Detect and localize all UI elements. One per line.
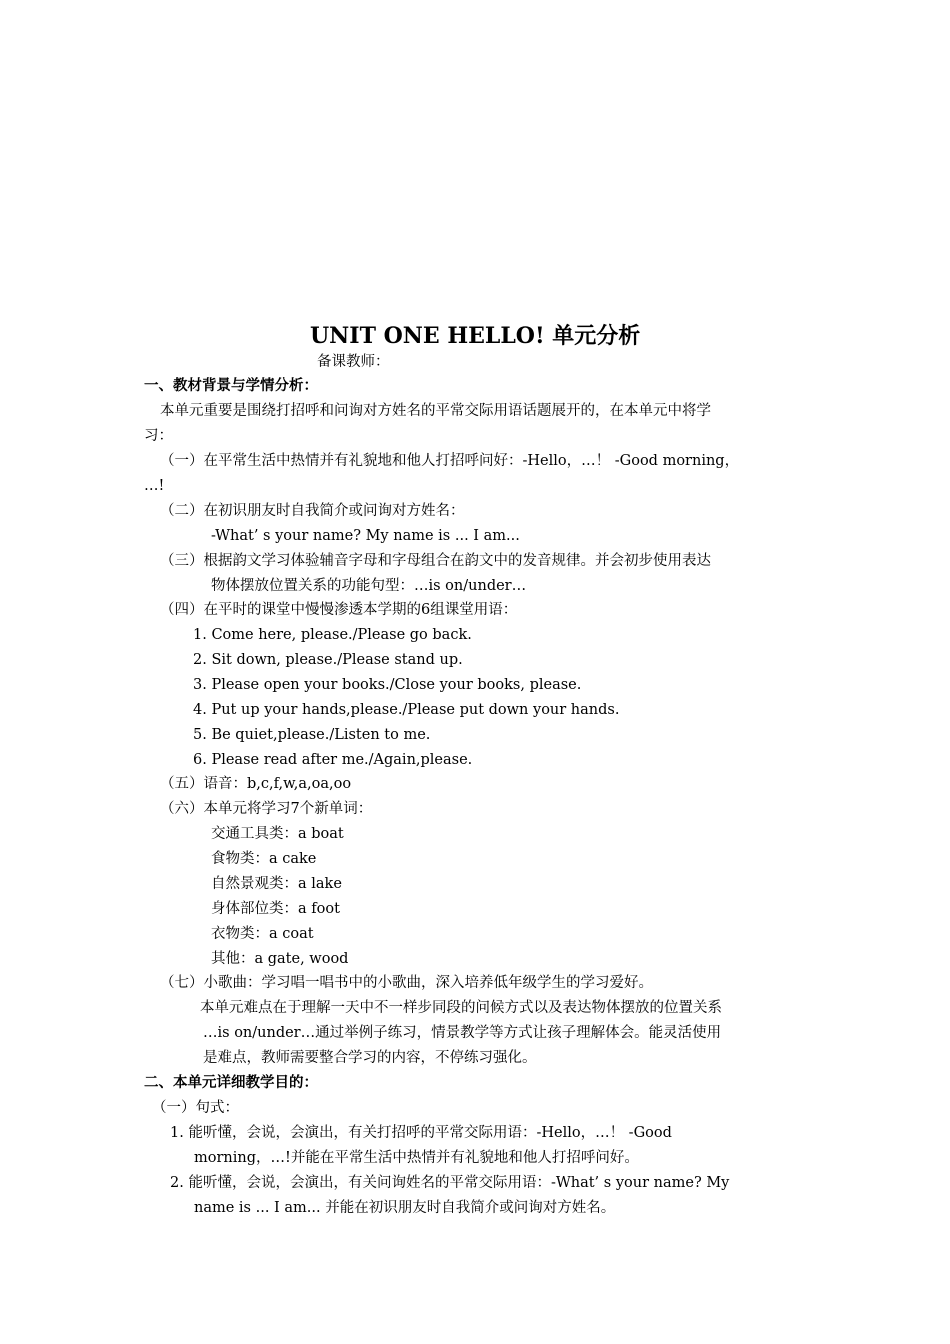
section-2-subheading: （一）句式： bbox=[152, 1100, 239, 1116]
section-1-heading: 一、教材背景与学情分析： bbox=[144, 377, 318, 394]
difficulty-line-1: 本单元难点在于理解一天中不一样步同段的问候方式以及表达物体摆放的位置关系 bbox=[200, 1000, 722, 1016]
classroom-phrase: 2. Sit down, please./Please stand up. bbox=[193, 652, 463, 668]
classroom-phrase: 4. Put up your hands,please./Please put down your hands. bbox=[193, 702, 620, 718]
difficulty-line-2: …is on/under…通过举例子练习，情景教学等方式让孩子理解体会。能灵活使用 bbox=[203, 1025, 722, 1041]
new-word: 身体部位类：a foot bbox=[211, 901, 340, 917]
difficulty-line-3: 是难点，教师需要整合学习的内容，不停练习强化。 bbox=[203, 1050, 537, 1066]
intro-text-1: 本单元重要是围绕打招呼和问询对方姓名的平常交际用语话题展开的，在本单元中将学 bbox=[160, 403, 711, 419]
classroom-phrase: 5. Be quiet,please./Listen to me. bbox=[193, 727, 431, 743]
item-5-phonics: （五）语音：b,c,f,w,a,oa,oo bbox=[160, 776, 352, 792]
page-title: UNIT ONE HELLO! 单元分析 bbox=[310, 323, 641, 349]
new-word: 衣物类：a coat bbox=[211, 926, 314, 942]
item-1-line-2: …! bbox=[144, 478, 165, 494]
item-3-line-2: 物体摆放位置关系的功能句型：…is on/under… bbox=[211, 578, 527, 594]
goal-2-line-1: 2. 能听懂，会说，会演出，有关问询姓名的平常交际用语：-What’ s your name? My bbox=[170, 1175, 730, 1191]
classroom-phrase: 3. Please open your books./Close your books, please. bbox=[193, 677, 582, 693]
classroom-phrase: 1. Come here, please./Please go back. bbox=[193, 627, 472, 643]
section-2-heading: 二、本单元详细教学目的： bbox=[144, 1074, 318, 1091]
item-4-heading: （四）在平时的课堂中慢慢渗透本学期的6组课堂用语： bbox=[160, 602, 518, 618]
new-word: 其他：a gate, wood bbox=[211, 951, 349, 967]
item-3-line-1: （三）根据韵文学习体验辅音字母和字母组合在韵文中的发音规律。并会初步使用表达 bbox=[160, 553, 711, 569]
goal-1-line-2: morning，…!并能在平常生活中热情并有礼貌地和他人打招呼问好。 bbox=[194, 1150, 639, 1166]
new-word: 自然景观类：a lake bbox=[211, 876, 342, 892]
new-word: 食物类：a cake bbox=[211, 851, 317, 867]
item-1-line-1: （一）在平常生活中热情并有礼貌地和他人打招呼问好：-Hello，…！ -Good morning， bbox=[160, 453, 740, 469]
item-2-line-1: （二）在初识朋友时自我简介或问询对方姓名： bbox=[160, 503, 465, 519]
new-word: 交通工具类：a boat bbox=[211, 826, 344, 842]
intro-line-1 bbox=[160, 401, 800, 421]
item-6-heading: （六）本单元将学习7个新单词： bbox=[160, 801, 373, 817]
intro-line-2: 习： bbox=[144, 428, 173, 444]
classroom-phrase: 6. Please read after me./Again,please. bbox=[193, 752, 473, 768]
teacher-label: 备课教师： bbox=[317, 354, 390, 370]
item-2-line-2: -What’ s your name? My name is ... I am... bbox=[211, 528, 520, 544]
goal-1-line-1: 1. 能听懂，会说，会演出，有关打招呼的平常交际用语：-Hello，…！ -Good bbox=[170, 1125, 672, 1141]
item-7-song: （七）小歌曲：学习唱一唱书中的小歌曲，深入培养低年级学生的学习爱好。 bbox=[160, 975, 653, 991]
goal-2-line-2: name is ... I am... 并能在初识朋友时自我简介或问询对方姓名。 bbox=[194, 1200, 616, 1216]
